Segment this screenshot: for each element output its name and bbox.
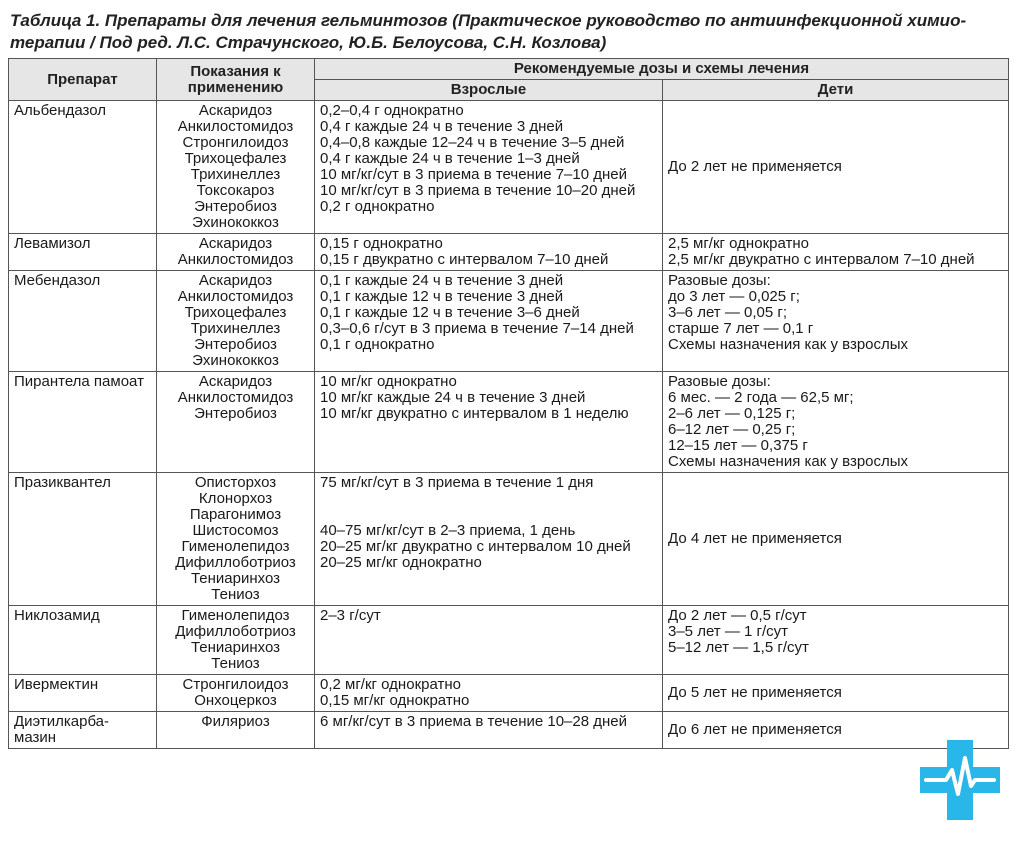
indications-cell-line: Тениоз xyxy=(211,655,260,672)
indications-cell xyxy=(157,271,315,372)
adult-dose-cell xyxy=(315,606,663,675)
adult-dose-cell-line: 0,15 г однократно xyxy=(320,235,443,252)
adult-dose-cell-line: 20–25 мг/кг однократно xyxy=(320,554,482,571)
adult-dose-cell-line: 0,4 г каждые 24 ч в течение 3 дней xyxy=(320,118,564,135)
drug-name: Никлозамид xyxy=(9,606,157,675)
indications-cell-line: Описторхоз xyxy=(194,474,277,491)
adult-dose-cell-line: 0,1 г однократно xyxy=(320,336,435,353)
table-row xyxy=(9,271,1009,372)
indications-cell-line: Тениаринхоз xyxy=(190,639,281,656)
indications-cell-line: Гименолепидоз xyxy=(181,538,290,555)
table-row xyxy=(9,473,1009,606)
table-row xyxy=(9,675,1009,712)
adult-dose-cell-line: 6 мг/кг/сут в 3 приема в течение 10–28 дней xyxy=(320,713,628,730)
adult-dose-cell xyxy=(315,101,663,234)
child-dose-cell xyxy=(663,101,1009,234)
drug-name: Пирантела памоат xyxy=(9,372,157,473)
indications-cell-line: Филяриоз xyxy=(201,713,270,730)
drug-name: Празиквантел xyxy=(9,473,157,606)
indications-cell-line: Эхинококкоз xyxy=(192,352,279,369)
child-dose-cell-line: 2,5 мг/кг двукратно с интервалом 7–10 дней xyxy=(668,251,975,268)
drug-name: Ивермектин xyxy=(9,675,157,712)
indications-cell xyxy=(157,712,315,749)
child-dose-cell-line: До 2 лет — 0,5 г/сут xyxy=(668,607,807,624)
adult-dose-cell-line: 2–3 г/сут xyxy=(320,607,381,624)
header-drug: Препарат xyxy=(9,59,157,101)
drug-name: Альбендазол xyxy=(9,101,157,234)
indications-cell-line: Энтеробиоз xyxy=(194,405,277,422)
child-dose-cell-line: До 4 лет не применяется xyxy=(668,530,842,547)
indications-cell xyxy=(157,675,315,712)
adult-dose-cell xyxy=(315,712,663,749)
drug-name: Мебендазол xyxy=(9,271,157,372)
adult-dose-cell-line: 10 мг/кг/сут в 3 приема в течение 7–10 дней xyxy=(320,166,628,183)
indications-cell-line: Эхинококкоз xyxy=(192,214,279,231)
indications-cell-line: Трихоцефалез xyxy=(184,304,287,321)
adult-dose-cell xyxy=(315,271,663,372)
indications-cell-line: Аскаридоз xyxy=(198,235,273,252)
table-caption: Таблица 1. Препараты для лечения гельминтозов (Практическое руководство по антиинфекционной химио-терапии / Под ред. Л.С. Страчунского, Ю.Б. Белоусова, С.Н. Козлова) xyxy=(10,11,967,52)
indications-cell xyxy=(157,473,315,606)
child-dose-cell-line: Разовые дозы: xyxy=(668,272,771,289)
adult-dose-cell xyxy=(315,372,663,473)
adult-dose-cell-line: 20–25 мг/кг двукратно с интервалом 10 дней xyxy=(320,538,631,555)
adult-dose-cell-line: 10 мг/кг/сут в 3 приема в течение 10–20 дней xyxy=(320,182,636,199)
drug-name: Левамизол xyxy=(9,234,157,271)
indications-cell-line: Клонорхоз xyxy=(198,490,273,507)
indications-cell-line: Токсокароз xyxy=(196,182,275,199)
indications-cell-line: Шистосомоз xyxy=(192,522,279,539)
indications-cell xyxy=(157,101,315,234)
adult-dose-cell-line: 0,1 г каждые 12 ч в течение 3–6 дней xyxy=(320,304,580,321)
indications-cell-line: Стронгилоидоз xyxy=(182,134,289,151)
indications-cell-line: Анкилостомидоз xyxy=(177,118,294,135)
adult-dose-cell-line: 10 мг/кг двукратно с интервалом в 1 неделю xyxy=(320,405,629,422)
child-dose-cell-line: До 2 лет не применяется xyxy=(668,158,842,175)
adult-dose-cell-line: 0,2 мг/кг однократно xyxy=(320,676,461,693)
table-row xyxy=(9,606,1009,675)
adult-dose-cell-line: 0,4–0,8 каждые 12–24 ч в течение 3–5 дней xyxy=(320,134,625,151)
medical-cross-heartbeat-icon xyxy=(920,740,1000,820)
adult-dose-cell-line: 0,4 г каждые 24 ч в течение 1–3 дней xyxy=(320,150,580,167)
adult-dose-cell xyxy=(315,675,663,712)
child-dose-cell-line: 2,5 мг/кг однократно xyxy=(668,235,809,252)
adult-dose-cell-line: 0,15 г двукратно с интервалом 7–10 дней xyxy=(320,251,609,268)
adult-dose-cell-line: 40–75 мг/кг/сут в 2–3 приема, 1 день xyxy=(320,522,576,539)
header-indications: Показания к применению xyxy=(157,59,315,101)
child-dose-cell-line: 6 мес. — 2 года — 62,5 мг; xyxy=(668,389,854,406)
table-row xyxy=(9,712,1009,749)
indications-cell xyxy=(157,234,315,271)
adult-dose-cell-line: 0,1 г каждые 24 ч в течение 3 дней xyxy=(320,272,564,289)
child-dose-cell-line: До 6 лет не применяется xyxy=(668,721,842,738)
header-doses: Рекомендуемые дозы и схемы лечения xyxy=(315,59,1009,80)
indications-cell-line: Стронгилоидоз xyxy=(182,676,289,693)
adult-dose-cell-line: 0,15 мг/кг однократно xyxy=(320,692,470,709)
child-dose-cell xyxy=(663,372,1009,473)
indications-cell-line: Трихоцефалез xyxy=(184,150,287,167)
child-dose-cell-line: 5–12 лет — 1,5 г/сут xyxy=(668,639,809,656)
indications-cell-line: Парагонимоз xyxy=(189,506,282,523)
indications-cell-line: Аскаридоз xyxy=(198,272,273,289)
child-dose-cell-line: До 5 лет не применяется xyxy=(668,684,842,701)
child-dose-cell-line: 3–6 лет — 0,05 г; xyxy=(668,304,787,321)
indications-cell-line: Трихинеллез xyxy=(190,320,281,337)
child-dose-cell-line: Схемы назначения как у взрослых xyxy=(668,453,909,470)
adult-dose-cell-line: 0,1 г каждые 12 ч в течение 3 дней xyxy=(320,288,564,305)
indications-cell-line: Аскаридоз xyxy=(198,102,273,119)
child-dose-cell xyxy=(663,234,1009,271)
adult-dose-cell xyxy=(315,473,663,606)
indications-cell-line: Онхоцеркоз xyxy=(194,692,277,709)
indications-cell-line: Анкилостомидоз xyxy=(177,288,294,305)
indications-cell xyxy=(157,372,315,473)
indications-cell-line: Анкилостомидоз xyxy=(177,251,294,268)
child-dose-cell-line: Схемы назначения как у взрослых xyxy=(668,336,909,353)
indications-cell-line: Анкилостомидоз xyxy=(177,389,294,406)
adult-dose-cell xyxy=(315,234,663,271)
child-dose-cell xyxy=(663,606,1009,675)
child-dose-cell-line: 12–15 лет — 0,375 г xyxy=(668,437,808,454)
child-dose-cell-line: 3–5 лет — 1 г/сут xyxy=(668,623,789,640)
indications-cell-line: Дифиллоботриоз xyxy=(175,554,296,571)
indications-cell-line: Энтеробиоз xyxy=(194,336,277,353)
table-row xyxy=(9,101,1009,234)
indications-cell-line: Тениаринхоз xyxy=(190,570,281,587)
child-dose-cell xyxy=(663,271,1009,372)
child-dose-cell xyxy=(663,675,1009,712)
table-row xyxy=(9,234,1009,271)
indications-cell-line: Энтеробиоз xyxy=(194,198,277,215)
child-dose-cell xyxy=(663,473,1009,606)
child-dose-cell-line: до 3 лет — 0,025 г; xyxy=(668,288,800,305)
adult-dose-cell-line: 0,2–0,4 г однократно xyxy=(320,102,464,119)
adult-dose-cell-line: 0,3–0,6 г/сут в 3 приема в течение 7–14 дней xyxy=(320,320,634,337)
child-dose-cell-line: старше 7 лет — 0,1 г xyxy=(668,320,814,337)
child-dose-cell-line: 6–12 лет — 0,25 г; xyxy=(668,421,796,438)
indications-cell-line: Аскаридоз xyxy=(198,373,273,390)
adult-dose-cell-line: 0,2 г однократно xyxy=(320,198,435,215)
indications-cell-line: Тениоз xyxy=(211,586,260,603)
table-row xyxy=(9,372,1009,473)
drug-table xyxy=(8,58,1009,749)
child-dose-cell-line: Разовые дозы: xyxy=(668,373,771,390)
header-adults: Взрослые xyxy=(315,80,663,101)
indications-cell-line: Дифиллоботриоз xyxy=(175,623,296,640)
adult-dose-cell-line: 10 мг/кг каждые 24 ч в течение 3 дней xyxy=(320,389,586,406)
header-children: Дети xyxy=(663,80,1009,101)
indications-cell-line: Гименолепидоз xyxy=(181,607,290,624)
child-dose-cell-line: 2–6 лет — 0,125 г; xyxy=(668,405,796,422)
adult-dose-cell-line: 75 мг/кг/сут в 3 приема в течение 1 дня xyxy=(320,474,594,491)
drug-name: Диэтилкарба-мазин xyxy=(9,712,157,749)
indications-cell xyxy=(157,606,315,675)
indications-cell-line: Трихинеллез xyxy=(190,166,281,183)
adult-dose-cell-line: 10 мг/кг однократно xyxy=(320,373,457,390)
